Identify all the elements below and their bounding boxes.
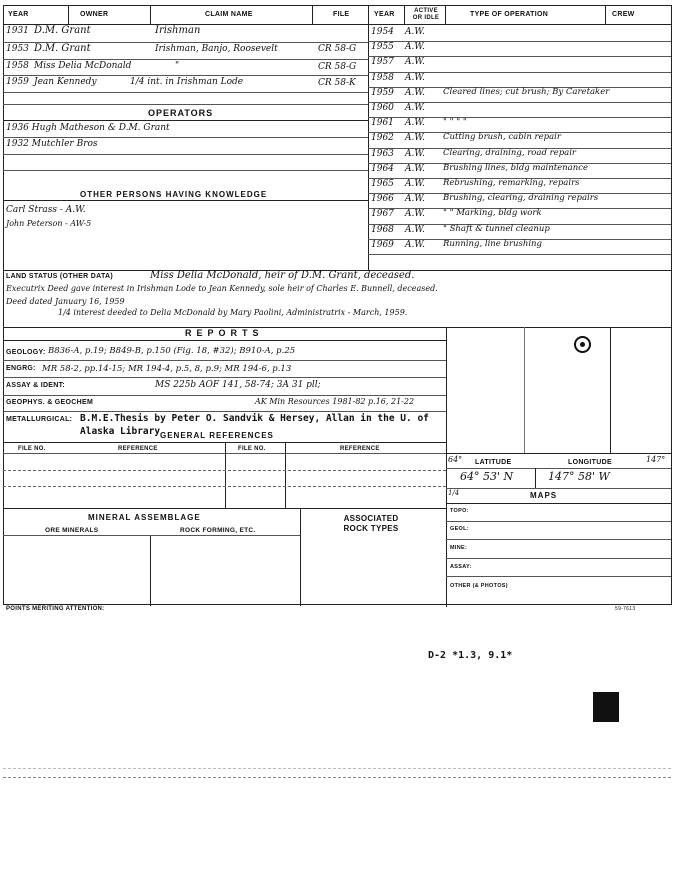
row-line [3,137,368,138]
row-line [446,503,671,504]
row-line [3,154,368,155]
activity-year: 1969 [371,239,394,250]
frame-top [3,5,671,6]
col-line [312,5,313,24]
activity-status: A.W. [405,163,425,174]
maps-prefix: 1/4 [448,489,460,497]
activity-operation: Running, line brushing [443,238,542,249]
gr-col-file1: FILE NO. [18,446,46,452]
activity-year: 1957 [371,57,394,68]
owner-claim: 1/4 int. in Irishman Lode [130,77,244,87]
general-references-title: GENERAL REFERENCES [160,431,274,440]
activity-year: 1965 [371,179,394,189]
col-line [300,508,301,606]
row-line [446,488,671,489]
col-line [225,442,226,508]
activity-status: A.W. [405,148,425,159]
activity-year: 1959 [371,87,394,98]
land-status-label: LAND STATUS (OTHER DATA) [6,273,114,280]
owner-name: Miss Delia McDonald [34,61,132,71]
activity-operation: Rebrushing, remarking, repairs [443,178,580,188]
gr-col-ref1: REFERENCE [118,446,158,452]
activity-year: 1964 [371,163,394,174]
activity-year: 1960 [371,103,394,113]
geophys-value: AK Min Resources 1981-82 p.16, 21-22 [255,397,415,406]
owner-file: CR 58-G [318,62,357,72]
activity-status: A.W. [405,72,425,83]
activity-status: A.W. [405,27,425,37]
mineral-rock-label: ROCK FORMING, ETC. [180,527,256,534]
col-line [150,535,151,606]
operator-2: 1932 Mutchler Bros [6,139,98,149]
activity-status: A.W. [405,118,425,129]
map-assay: ASSAY: [450,564,472,570]
lon-prefix: 147° [646,455,666,464]
engrg-label: ENGRG: [6,365,36,372]
owner-year: 1959 [6,77,29,87]
activity-operation: " " Marking, bldg work [443,208,542,219]
activity-status: A.W. [405,209,425,220]
row-line [3,395,446,396]
geology-value: B836-A, p.19; B849-B, p.150 (Fig. 18, #32); B910-A, p.25 [48,346,296,356]
header-claim-name: CLAIM NAME [205,11,253,18]
col-line-main [368,5,369,270]
header-active: ACTIVE OR IDLE [412,8,440,21]
row-line [446,453,671,454]
document-code: D-2 *1.3, 9.1* [428,650,513,661]
assay-value: MS 225b AOF 141, 58-74; 3A 31 pll; [155,380,321,390]
owner-name: D.M. Grant [34,25,91,36]
owner-claim: Irishman, Banjo, Roosevelt [155,44,278,54]
row-line [3,377,446,378]
target-circle-icon [574,336,591,353]
metallurgical-label: METALLURGICAL: [6,416,73,423]
black-mark [593,692,619,722]
col-line [524,327,525,453]
owner-year: 1931 [6,26,29,36]
engrg-value: MR 58-2, pp.14-15; MR 194-4, p.5, 8, p.9; MR 194-6, p.13 [42,364,292,374]
geology-label: GEOLOGY: [6,349,46,356]
land-status-line3: Deed dated January 16, 1959 [6,297,125,306]
row-line [3,75,368,76]
knowledge-label: OTHER PERSONS HAVING KNOWLEDGE [80,190,268,199]
map-mine: MINE: [450,545,468,551]
gr-col-file2: FILE NO. [238,446,266,452]
activity-operation: " " " " [443,117,467,128]
form-number: 59-7613 [615,606,636,612]
row-line [3,360,446,361]
activity-year: 1958 [371,72,394,83]
metallurgical-value: B.M.E.Thesis by Peter O. Sandvik & Hersey, Allan in the U. of Alaska Library [80,413,429,437]
row-line [3,470,446,471]
mineral-title: MINERAL ASSEMBLAGE [88,513,201,522]
activity-year: 1966 [371,194,394,205]
activity-year: 1968 [371,224,394,235]
row-line [446,539,671,540]
row-line [3,92,368,93]
owner-file: CR 58-G [318,44,357,54]
activity-status: A.W. [405,87,425,98]
map-other: OTHER (& PHOTOS) [450,583,508,589]
owner-year: 1953 [6,44,29,54]
row-line [3,170,368,171]
activity-year: 1955 [371,42,394,53]
row-line [446,558,671,559]
col-line [610,327,611,453]
col-line-right [446,327,447,607]
col-line [150,5,151,24]
row-line [446,576,671,577]
col-line [285,442,286,508]
activity-status: A.W. [405,239,425,250]
row-line [3,200,368,201]
activity-operation: Cutting brush, cabin repair [443,132,561,143]
frame-left [3,5,4,605]
points-label: POINTS MERITING ATTENTION: [6,606,105,612]
maps-label: MAPS [530,491,558,500]
activity-year: 1963 [371,148,394,159]
owner-year: 1958 [6,61,29,71]
faint-line [3,777,671,778]
faint-line [3,768,671,769]
owner-claim: Irishman [155,25,201,36]
activity-year: 1961 [371,118,394,129]
geophys-label: GEOPHYS. & GEOCHEM [6,399,94,406]
activity-year: 1954 [371,27,394,37]
frame-right [671,5,672,605]
land-status-line2: Executrix Deed gave interest in Irishman Lode to Jean Kennedy, sole heir of Charles E. Bunnell, deceased. [6,284,438,293]
row-line [3,535,300,536]
row-line [3,120,368,121]
knowledge-2: John Peterson - AW-5 [6,219,92,228]
reports-top [3,327,671,328]
row-line [3,59,368,60]
lat-value: 64° 53' N [460,470,514,483]
row-line [3,104,368,105]
land-status-line4: 1/4 interest deeded to Delia McDonald by Mary Paolini, Administratrix - March, 1959. [58,308,408,317]
header-owner: OWNER [80,11,109,18]
activity-status: A.W. [405,42,425,53]
activity-operation: Clearing, draining, road repair [443,147,576,158]
header-crew: CREW [612,11,635,18]
operator-1: 1936 Hugh Matheson & D.M. Grant [6,123,170,133]
col-line [445,5,446,24]
activity-operation: Brushing, clearing, draining repairs [443,193,599,204]
activity-status: A.W. [405,224,425,235]
assay-label: ASSAY & IDENT: [6,382,66,389]
reports-title: REPORTS [185,328,264,338]
activity-status: A.W. [405,103,425,113]
row-line [3,340,446,341]
owner-file: CR 58-K [318,78,356,88]
col-line [535,468,536,488]
points-top [3,604,671,605]
lon-label: LONGITUDE [568,459,612,466]
activity-operation: Brushing lines, bldg maintenance [443,162,588,173]
land-status-line1: Miss Delia McDonald, heir of D.M. Grant, deceased. [150,270,415,281]
row-line [446,521,671,522]
activity-status: A.W. [405,133,425,144]
col-line [605,5,606,24]
knowledge-1: Carl Strass - A.W. [6,205,86,215]
activity-operation: " Shaft & tunnel cleanup [443,223,550,234]
col-line [68,5,69,24]
header-divider [3,24,671,25]
gr-col-ref2: REFERENCE [340,446,380,452]
operators-label: OPERATORS [148,108,214,118]
header-type-of-operation: TYPE OF OPERATION [470,11,549,18]
mineral-assoc-label: ASSOCIATED ROCK TYPES [343,514,399,533]
row-line [3,486,446,487]
row-line [446,468,671,469]
col-line [404,5,405,24]
owner-name: Jean Kennedy [34,77,97,87]
owner-claim: " [175,61,180,71]
activity-row-line [368,254,671,255]
activity-year: 1967 [371,209,394,220]
activity-operation: Cleared lines; cut brush; By Caretaker [443,86,610,97]
map-geol: GEOL: [450,526,469,532]
map-topo: TOPO: [450,508,469,514]
mineral-ore-label: ORE MINERALS [45,527,99,534]
header-year: YEAR [8,11,29,18]
activity-status: A.W. [405,57,425,68]
header-file: FILE [333,11,350,18]
mineral-top [3,508,446,509]
owner-name: D.M. Grant [34,43,91,54]
header-year2: YEAR [374,11,395,18]
lon-value: 147° 58' W [548,470,610,483]
activity-year: 1962 [371,133,394,144]
activity-status: A.W. [405,179,425,189]
lat-label: LATITUDE [475,459,512,466]
activity-status: A.W. [405,194,425,205]
lat-prefix: 64° [448,455,463,464]
